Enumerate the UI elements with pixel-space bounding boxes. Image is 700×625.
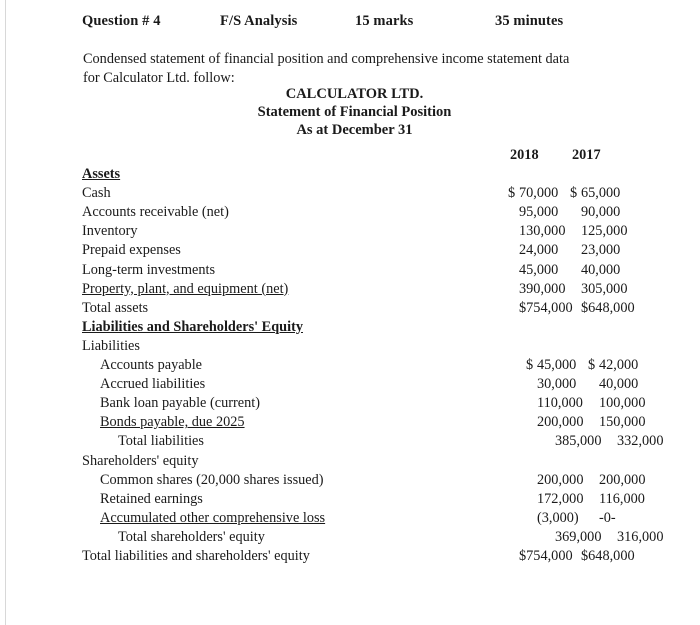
row-label-text: Bonds payable, due 2025 xyxy=(100,414,245,431)
value-current-year xyxy=(526,471,584,490)
table-row xyxy=(82,222,627,241)
row-label xyxy=(82,318,508,337)
amount-value: 24,000 xyxy=(519,242,559,259)
question-number: Question # 4 xyxy=(82,13,161,29)
value-current-year xyxy=(526,490,584,509)
table-row xyxy=(82,413,646,432)
value-current-year xyxy=(508,184,558,203)
row-label-text: Long-term investments xyxy=(82,261,216,278)
value-current-year xyxy=(508,165,558,184)
table-row xyxy=(82,337,627,356)
amount-value: 200,000 xyxy=(599,471,646,488)
row-label-text: Assets xyxy=(82,166,121,183)
amount-value: (3,000) xyxy=(537,509,579,526)
intro-paragraph: Condensed statement of financial position and comprehensive income statement data for Calculator Ltd. follow: xyxy=(83,51,570,86)
value-prior-year xyxy=(588,394,646,413)
amount-value: 200,000 xyxy=(537,414,584,431)
value-prior-year xyxy=(588,356,638,375)
table-row xyxy=(82,375,639,394)
value-current-year xyxy=(508,337,558,356)
value-prior-year xyxy=(570,299,635,318)
statement-name: Statement of Financial Position xyxy=(257,104,452,120)
row-label xyxy=(82,280,508,299)
table-row xyxy=(82,299,635,318)
value-prior-year xyxy=(606,432,664,451)
value-current-year xyxy=(526,394,583,413)
amount-value: 125,000 xyxy=(581,223,628,240)
row-label-text: Inventory xyxy=(82,223,138,240)
statement-of-financial-position-table xyxy=(82,146,664,566)
amount-value: 110,000 xyxy=(537,395,583,412)
amount-value: 45,000 xyxy=(537,357,577,374)
row-label xyxy=(82,432,544,451)
currency-symbol: $ xyxy=(526,357,534,374)
amount-value: -0- xyxy=(599,509,616,526)
row-label xyxy=(82,413,526,432)
row-label xyxy=(82,528,544,547)
table-row xyxy=(82,203,627,222)
table-row xyxy=(82,318,627,337)
row-label-text: Retained earnings xyxy=(100,490,203,507)
amount-value: 130,000 xyxy=(519,223,566,240)
value-current-year xyxy=(508,222,566,241)
value-current-year xyxy=(508,547,573,566)
amount-value: 369,000 xyxy=(555,528,602,545)
amount-value: $754,000 xyxy=(519,299,573,316)
amount-value: 332,000 xyxy=(617,433,664,450)
subtotal-rule xyxy=(570,280,627,299)
table-row xyxy=(82,490,645,509)
value-prior-year xyxy=(570,452,620,471)
value-current-year xyxy=(508,203,558,222)
value-current-year xyxy=(508,261,558,280)
value-current-year xyxy=(508,299,573,318)
subtotal-rule xyxy=(508,280,565,299)
value-prior-year xyxy=(570,165,620,184)
row-label-text: Total liabilities and shareholders' equity xyxy=(82,547,310,564)
row-label xyxy=(82,509,526,528)
table-row xyxy=(82,509,627,528)
row-label-text: Shareholders' equity xyxy=(82,452,199,469)
table-row xyxy=(82,528,664,547)
row-label xyxy=(82,299,508,318)
amount-value: 42,000 xyxy=(599,357,639,374)
row-label xyxy=(82,356,526,375)
row-label xyxy=(82,547,508,566)
amount-value: 116,000 xyxy=(599,490,645,507)
value-current-year xyxy=(508,241,558,260)
row-label-text: Accounts receivable (net) xyxy=(82,204,229,221)
value-prior-year xyxy=(570,203,620,222)
column-header-year-current: 2018 xyxy=(510,147,539,163)
value-current-year xyxy=(544,528,602,547)
amount-value: 172,000 xyxy=(537,490,584,507)
table-row xyxy=(82,394,646,413)
subtotal-rule xyxy=(526,509,579,528)
amount-value: 45,000 xyxy=(519,261,559,278)
value-prior-year xyxy=(588,413,646,432)
row-label xyxy=(82,222,508,241)
amount-value: 100,000 xyxy=(599,395,646,412)
table-row xyxy=(82,432,664,451)
currency-symbol: $ xyxy=(508,185,516,202)
column-header-year-prior: 2017 xyxy=(572,147,601,163)
row-label-text: Bank loan payable (current) xyxy=(100,395,260,412)
row-label-text: Prepaid expenses xyxy=(82,242,181,259)
question-topic: F/S Analysis xyxy=(220,13,298,29)
row-label-text: Total assets xyxy=(82,299,149,316)
table-header-row xyxy=(82,146,627,165)
value-current-year xyxy=(526,375,576,394)
table-row xyxy=(82,452,627,471)
table-row xyxy=(82,184,627,203)
value-prior-year xyxy=(570,222,628,241)
row-label-text: Common shares (20,000 shares issued) xyxy=(100,471,324,488)
row-label xyxy=(82,203,508,222)
question-time: 35 minutes xyxy=(495,13,564,29)
row-label xyxy=(82,394,526,413)
amount-value: 390,000 xyxy=(519,280,566,297)
row-label xyxy=(82,241,508,260)
table-row xyxy=(82,261,627,280)
currency-symbol: $ xyxy=(570,185,578,202)
amount-value: 40,000 xyxy=(599,376,639,393)
table-row xyxy=(82,356,639,375)
value-current-year xyxy=(526,413,584,432)
row-label-text: Accounts payable xyxy=(100,357,203,374)
subtotal-rule xyxy=(526,413,583,432)
amount-value: 150,000 xyxy=(599,414,646,431)
row-label-text: Liabilities xyxy=(82,337,140,354)
amount-value: 316,000 xyxy=(617,528,664,545)
value-prior-year xyxy=(570,261,620,280)
row-label xyxy=(82,165,508,184)
amount-value: 30,000 xyxy=(537,376,577,393)
value-prior-year xyxy=(588,509,638,528)
value-current-year xyxy=(508,452,558,471)
row-label xyxy=(82,471,526,490)
statement-period: As at December 31 xyxy=(296,122,413,138)
amount-value: 90,000 xyxy=(581,204,621,221)
amount-value: 385,000 xyxy=(555,433,602,450)
amount-value: $754,000 xyxy=(519,547,573,564)
subtotal-rule xyxy=(588,413,645,432)
amount-value: 305,000 xyxy=(581,280,628,297)
amount-value: $648,000 xyxy=(581,299,635,316)
value-prior-year xyxy=(570,318,620,337)
amount-value: 70,000 xyxy=(519,185,559,202)
amount-value: 95,000 xyxy=(519,204,559,221)
row-label xyxy=(82,490,526,509)
value-prior-year xyxy=(570,241,620,260)
row-label xyxy=(82,337,508,356)
value-prior-year xyxy=(570,337,620,356)
question-marks: 15 marks xyxy=(355,13,414,29)
value-current-year xyxy=(526,356,576,375)
row-label-text: Cash xyxy=(82,185,111,202)
value-prior-year xyxy=(570,184,620,203)
row-label xyxy=(82,184,508,203)
amount-value: 40,000 xyxy=(581,261,621,278)
scan-edge-line xyxy=(5,0,6,625)
row-label xyxy=(82,452,508,471)
subtotal-rule xyxy=(588,509,616,528)
value-prior-year xyxy=(570,280,628,299)
value-current-year xyxy=(526,509,579,528)
value-current-year xyxy=(508,318,558,337)
value-prior-year xyxy=(588,471,646,490)
statement-title-block xyxy=(82,85,627,139)
row-label-text: Total shareholders' equity xyxy=(118,528,265,545)
company-name: CALCULATOR LTD. xyxy=(285,86,424,102)
row-label-text: Property, plant, and equipment (net) xyxy=(82,280,289,297)
row-label-text: Accumulated other comprehensive loss xyxy=(100,509,326,526)
value-current-year xyxy=(544,432,602,451)
value-prior-year xyxy=(588,490,645,509)
table-row xyxy=(82,241,627,260)
row-label-text: Accrued liabilities xyxy=(100,376,206,393)
amount-value: 65,000 xyxy=(581,185,621,202)
row-label-text: Liabilities and Shareholders' Equity xyxy=(82,318,303,335)
amount-value: $648,000 xyxy=(581,547,635,564)
table-row xyxy=(82,280,627,299)
value-prior-year xyxy=(570,547,635,566)
row-label xyxy=(82,375,526,394)
value-prior-year xyxy=(588,375,638,394)
exam-header xyxy=(82,13,627,30)
table-row xyxy=(82,471,646,490)
row-label xyxy=(82,261,508,280)
table-row xyxy=(82,547,635,566)
table-row xyxy=(82,165,627,184)
value-current-year xyxy=(508,280,566,299)
amount-value: 200,000 xyxy=(537,471,584,488)
currency-symbol: $ xyxy=(588,357,596,374)
value-prior-year xyxy=(606,528,664,547)
row-label-text: Total liabilities xyxy=(118,433,204,450)
amount-value: 23,000 xyxy=(581,242,621,259)
